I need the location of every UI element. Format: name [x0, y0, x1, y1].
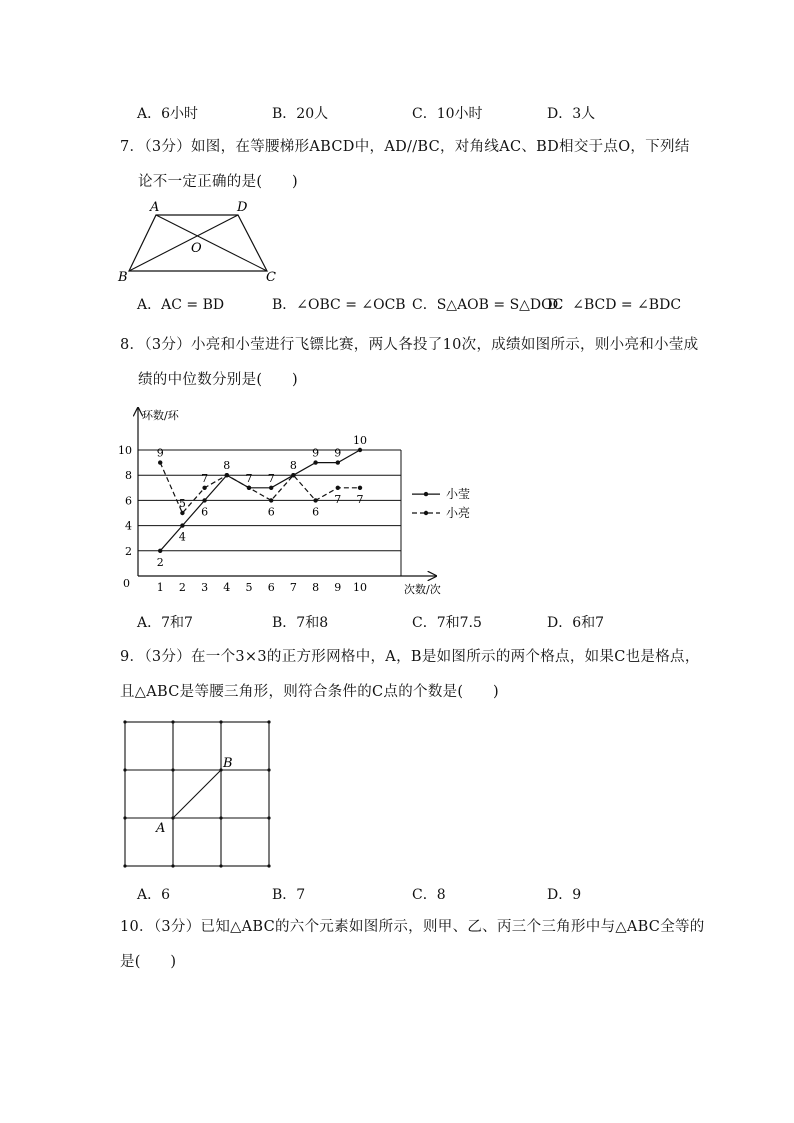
data-point	[225, 473, 229, 477]
data-label: 6	[201, 505, 209, 519]
label-b: B	[118, 270, 128, 285]
q8-option-a[interactable]: A．7和7	[137, 615, 193, 631]
y-tick-label: 4	[125, 519, 132, 533]
data-point	[336, 486, 340, 490]
data-label: 7	[201, 471, 209, 485]
q9-stem-line2: 且△ABC是等腰三角形，则符合条件的C点的个数是( )	[120, 684, 499, 700]
legend-label-xiaoying: 小莹	[446, 487, 471, 502]
q7-option-d[interactable]: D．∠BCD = ∠BDC	[547, 297, 682, 313]
q8-options	[0, 612, 794, 634]
q9-option-b[interactable]: B．7	[272, 887, 306, 903]
diagonal-ac	[156, 215, 267, 271]
y-tick-label: 10	[118, 444, 132, 457]
q8-option-b[interactable]: B．7和8	[272, 615, 329, 631]
chart-legend	[412, 487, 470, 520]
q6-option-a[interactable]: A．6小时	[137, 106, 199, 122]
q7-trapezoid-figure	[110, 195, 290, 290]
legend-label-xiaoliang: 小亮	[446, 506, 471, 520]
origin-label: 0	[123, 577, 130, 590]
data-label: 4	[178, 530, 186, 544]
data-label: 2	[156, 555, 164, 569]
diagonal-bd	[129, 215, 238, 271]
q6-options	[0, 103, 794, 125]
data-label: 7	[334, 492, 342, 506]
q9-options	[0, 884, 794, 906]
q7-options	[0, 294, 794, 316]
data-point	[313, 460, 317, 464]
data-point	[313, 498, 317, 502]
q9-option-c[interactable]: C．8	[412, 887, 446, 903]
grid-lines	[125, 722, 269, 866]
q7-option-a[interactable]: A．AC = BD	[137, 297, 225, 313]
x-tick-label: 9	[334, 581, 342, 594]
label-a: A	[150, 200, 160, 215]
y-tick-label: 6	[125, 494, 132, 508]
data-point	[247, 486, 251, 490]
q6-option-b[interactable]: B．20人	[272, 106, 329, 122]
data-label: 9	[334, 446, 342, 460]
data-point	[158, 549, 162, 553]
data-point	[202, 486, 206, 490]
legend-marker-xiaoliang	[424, 511, 428, 515]
x-tick-label: 5	[245, 581, 253, 594]
data-point	[180, 523, 184, 527]
q8-option-d[interactable]: D．6和7	[547, 615, 605, 631]
q7-option-b[interactable]: B．∠OBC = ∠OCB	[272, 297, 406, 313]
data-point	[291, 473, 295, 477]
q9-stem-line1: 9．（3分）在一个3×3的正方形网格中，A，B是如图所示的两个格点，如果C也是格点，	[120, 649, 700, 665]
data-label: 7	[356, 492, 364, 506]
x-tick-label: 2	[178, 581, 186, 594]
data-point	[358, 486, 362, 490]
data-label: 9	[156, 446, 164, 460]
x-tick-label: 6	[267, 581, 275, 594]
q9-option-d[interactable]: D．9	[547, 887, 582, 903]
q8-stem-line1: 8．（3分）小亮和小莹进行飞镖比赛，两人各投了10次，成绩如图所示，则小亮和小莹成	[120, 337, 699, 353]
q6-option-c[interactable]: C．10小时	[412, 106, 483, 122]
q6-option-d[interactable]: D．3人	[547, 106, 596, 122]
q7-stem-line2: 论不一定正确的是( )	[138, 174, 298, 190]
data-point	[336, 460, 340, 464]
data-point	[358, 448, 362, 452]
q10-stem-line2: 是( )	[120, 954, 177, 970]
x-tick-label: 8	[312, 581, 320, 594]
legend-marker-xiaoying	[424, 492, 428, 496]
label-d: D	[237, 200, 248, 215]
q9-option-a[interactable]: A．6	[137, 887, 171, 903]
data-point	[269, 498, 273, 502]
label-o: O	[191, 241, 202, 256]
x-tick-label: 10	[353, 581, 367, 594]
y-tick-label: 2	[125, 544, 132, 558]
data-label: 10	[353, 434, 367, 447]
data-label: 9	[312, 446, 320, 460]
x-tick-label: 4	[223, 581, 231, 594]
point-b-label: B	[223, 756, 233, 771]
x-axis-title: 次数/次	[404, 583, 441, 596]
q8-stem-line2: 绩的中位数分别是( )	[138, 372, 298, 388]
x-tick-label: 1	[156, 581, 164, 594]
data-point	[158, 460, 162, 464]
q10-stem-line1: 10．（3分）已知△ABC的六个元素如图所示，则甲、乙、丙三个三角形中与△ABC全等的	[120, 919, 705, 935]
data-point	[180, 511, 184, 515]
data-label: 8	[289, 459, 297, 473]
x-tick-label: 3	[201, 581, 209, 594]
data-label: 5	[178, 497, 186, 510]
data-label: 6	[312, 505, 320, 519]
q7-stem-line1: 7．（3分）如图，在等腰梯形ABCD中，AD//BC，对角线AC、BD相交于点O，下列结	[120, 139, 690, 155]
data-point	[269, 486, 273, 490]
dart-score-line-chart	[118, 402, 488, 602]
data-label: 7	[245, 471, 253, 485]
point-a-label: A	[156, 821, 166, 836]
data-point	[202, 498, 206, 502]
q8-option-c[interactable]: C．7和7.5	[412, 615, 482, 631]
y-axis-title: 环数/环	[142, 409, 179, 422]
data-label: 7	[267, 471, 275, 485]
q7-option-c[interactable]: C．S△AOB = S△DOC	[412, 297, 564, 313]
q9-grid-figure	[115, 712, 285, 877]
data-label: 6	[267, 505, 275, 519]
x-tick-label: 7	[289, 581, 297, 594]
label-c: C	[266, 270, 276, 285]
y-tick-label: 8	[125, 469, 132, 483]
segment-ab	[173, 770, 221, 818]
data-label: 8	[223, 459, 231, 473]
